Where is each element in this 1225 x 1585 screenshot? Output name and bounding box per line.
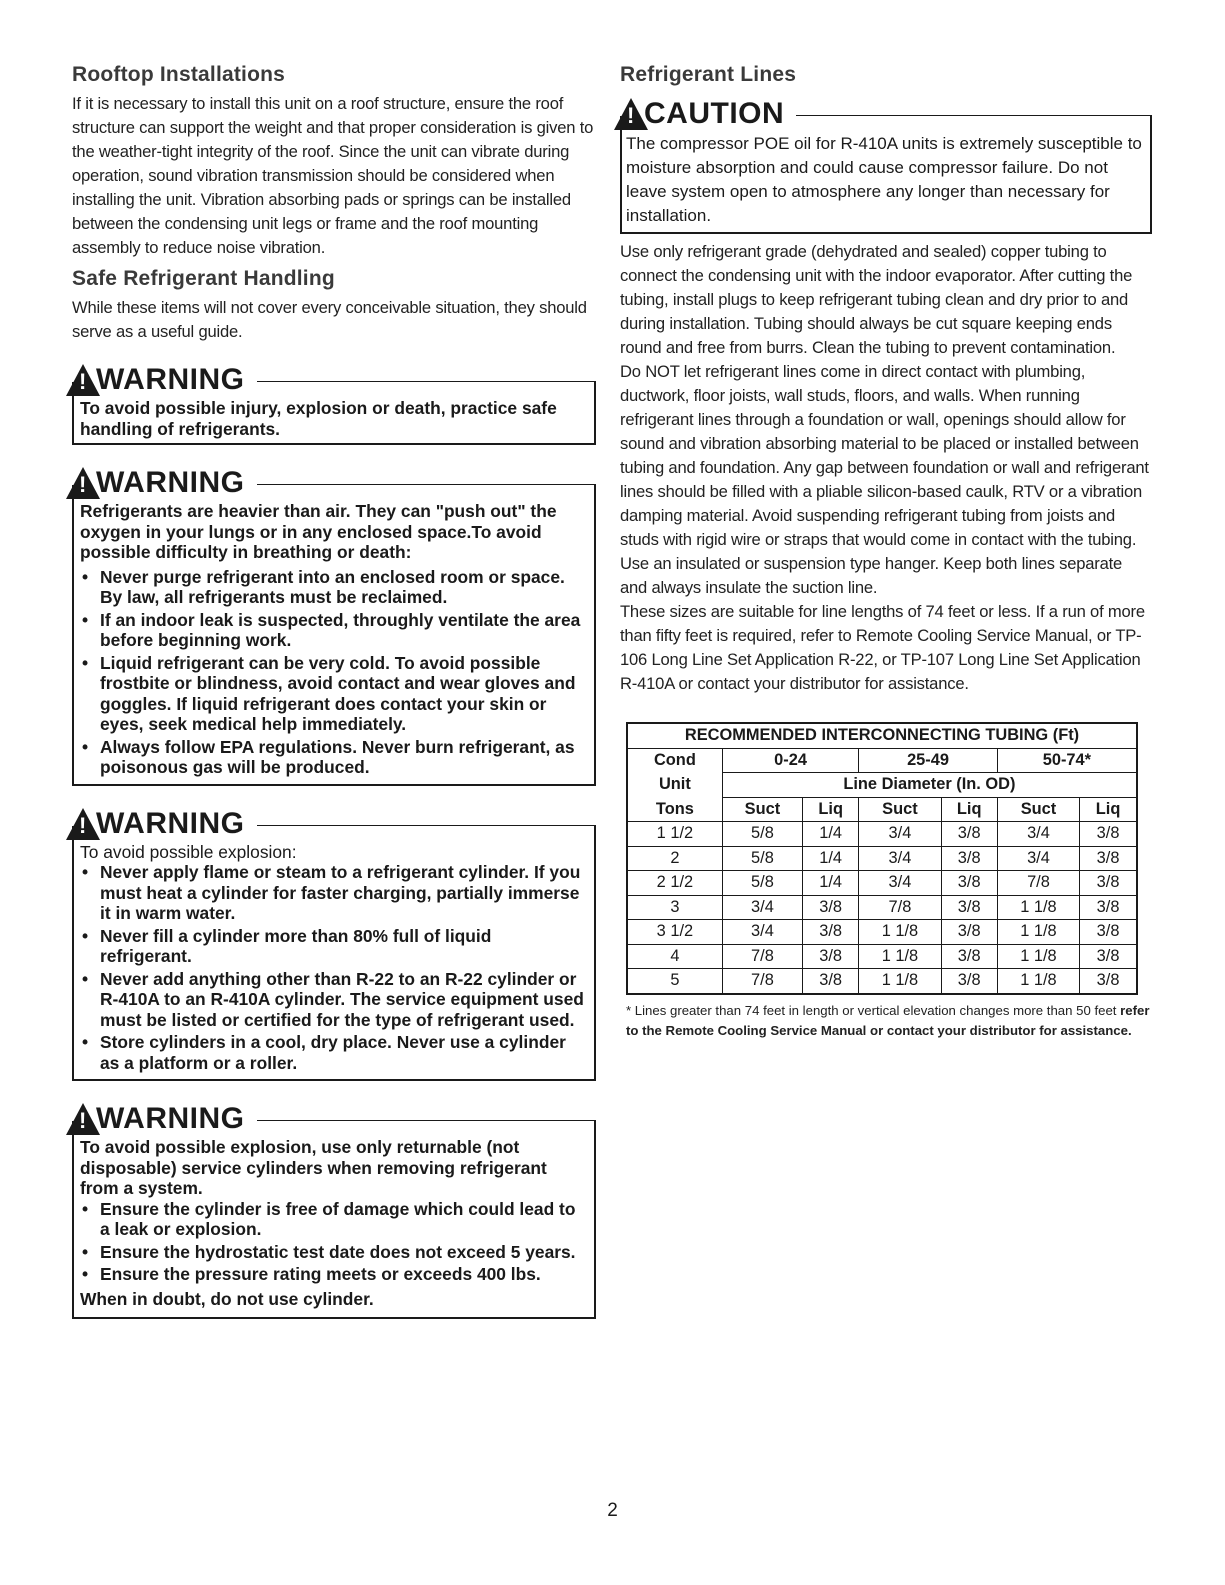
diameter-cell: 5/8	[722, 822, 802, 847]
range-header: 25-49	[859, 748, 998, 773]
warning-injury	[72, 358, 596, 445]
warning-text: To avoid possible injury, explosion or death, practice safe handling of refrigerants.	[80, 398, 557, 439]
sub-header: Liq	[941, 797, 997, 822]
table-row	[627, 871, 1137, 896]
diameter-cell: 3/8	[1080, 969, 1137, 994]
tons-cell: 3	[627, 895, 722, 920]
warning-triangle-icon: !	[66, 808, 100, 840]
warning-intro: To avoid possible explosion, use only returnable (not disposable) service cylinders when removing refrigerant from a system.	[80, 1137, 547, 1198]
diameter-cell: 3/8	[1080, 944, 1137, 969]
list-item: • If an indoor leak is suspected, throughly ventilate the area before beginning work.	[80, 610, 588, 651]
list-item: • Never purge refrigerant into an enclosed room or space. By law, all refrigerants must be reclaimed.	[80, 567, 588, 608]
list-item: • Liquid refrigerant can be very cold. To avoid possible frostbite or blindness, avoid contact and wear gloves and goggles. If liquid refrigerant does contact your skin or eyes, seek medical help immediately.	[80, 653, 588, 735]
diameter-cell: 1 1/8	[859, 969, 941, 994]
sub-header: Suct	[722, 797, 802, 822]
warning-explosion	[72, 802, 596, 1082]
tons-cell: 5	[627, 969, 722, 994]
diameter-cell: 3/8	[941, 846, 997, 871]
diameter-cell: 1/4	[803, 871, 859, 896]
warning-returnable-cylinders	[72, 1097, 596, 1319]
table-body	[627, 822, 1137, 994]
diameter-cell: 3/8	[941, 944, 997, 969]
tons-cell: 2 1/2	[627, 871, 722, 896]
diameter-cell: 3/8	[803, 920, 859, 945]
table-row	[627, 969, 1137, 994]
diameter-cell: 5/8	[722, 846, 802, 871]
diameter-cell: 3/4	[859, 871, 941, 896]
unit-header: Unit	[627, 773, 722, 798]
diameter-cell: 5/8	[722, 871, 802, 896]
table-row	[627, 944, 1137, 969]
warning-list	[80, 1199, 588, 1285]
warning-list	[80, 567, 588, 778]
diameter-cell: 1 1/8	[997, 944, 1079, 969]
list-item: • Never add anything other than R-22 to an R-22 cylinder or R-410A to an R-410A cylinder. The service equipment used must be listed or certified for the type of refrigerant used.	[80, 969, 588, 1031]
list-item: • Ensure the hydrostatic test date does not exceed 5 years.	[80, 1242, 588, 1263]
diameter-cell: 7/8	[722, 969, 802, 994]
sub-header: Suct	[859, 797, 941, 822]
diameter-cell: 3/8	[941, 969, 997, 994]
diameter-cell: 7/8	[997, 871, 1079, 896]
refrigerant-lines-heading: Refrigerant Lines	[620, 63, 797, 86]
diameter-cell: 3/8	[803, 969, 859, 994]
diameter-cell: 3/4	[859, 846, 941, 871]
tons-cell: 2	[627, 846, 722, 871]
line-length-paragraph: These sizes are suitable for line lengths of 74 feet or less. If a run of more than fifty feet is required, refer to Remote Cooling Service Manual, or TP-106 Long Line Set Application R-22, or TP-107 Long Line Set Application R-410A or contact your distributor for assistance.	[620, 602, 1145, 693]
rooftop-heading: Rooftop Installations	[72, 63, 286, 86]
table-row	[627, 895, 1137, 920]
list-item: • Store cylinders in a cool, dry place. Never use a cylinder as a platform or a roller.	[80, 1032, 588, 1073]
diameter-cell: 3/8	[941, 871, 997, 896]
tons-header: Tons	[627, 797, 722, 822]
diameter-cell: 3/8	[803, 895, 859, 920]
safe-handling-heading: Safe Refrigerant Handling	[72, 267, 335, 290]
diameter-cell: 1/4	[803, 822, 859, 847]
diameter-cell: 3/4	[859, 822, 941, 847]
diameter-cell: 1 1/8	[997, 895, 1079, 920]
diameter-cell: 1/4	[803, 846, 859, 871]
diameter-cell: 1 1/8	[859, 920, 941, 945]
diameter-cell: 3/8	[1080, 871, 1137, 896]
table-row	[627, 822, 1137, 847]
range-header: 0-24	[722, 748, 858, 773]
warning-label: WARNING	[96, 466, 245, 499]
diameter-cell: 3/8	[941, 822, 997, 847]
sub-header: Liq	[803, 797, 859, 822]
warning-outro: When in doubt, do not use cylinder.	[80, 1288, 374, 1309]
safe-handling-text: While these items will not cover every conceivable situation, they should serve as a useful guide.	[72, 298, 587, 341]
list-item: • Never apply flame or steam to a refrigerant cylinder. If you must heat a cylinder for faster charging, partially immerse it in warm water.	[80, 862, 588, 924]
diameter-cell: 3/8	[941, 920, 997, 945]
diameter-cell: 3/4	[722, 920, 802, 945]
diameter-cell: 3/8	[1080, 846, 1137, 871]
list-item: • Ensure the cylinder is free of damage which could lead to a leak or explosion.	[80, 1199, 588, 1240]
diameter-cell: 1 1/8	[997, 969, 1079, 994]
warning-triangle-icon: !	[66, 467, 100, 499]
tons-cell: 4	[627, 944, 722, 969]
warning-intro: Refrigerants are heavier than air. They can "push out" the oxygen in your lungs or in any enclosed space.To avoid possible difficulty in breathing or death:	[80, 501, 557, 562]
diameter-cell: 3/8	[941, 895, 997, 920]
range-header: 50-74*	[997, 748, 1137, 773]
caution-label: CAUTION	[644, 97, 785, 130]
warning-intro: To avoid possible explosion:	[80, 841, 297, 862]
diameter-cell: 3/4	[997, 822, 1079, 847]
sub-header: Suct	[997, 797, 1079, 822]
tons-cell: 1 1/2	[627, 822, 722, 847]
diameter-cell: 7/8	[859, 895, 941, 920]
diameter-cell: 3/4	[997, 846, 1079, 871]
warning-triangle-icon: !	[66, 1103, 100, 1135]
table-footnote	[626, 1001, 1152, 1041]
sub-header: Liq	[1080, 797, 1137, 822]
left-column	[72, 62, 596, 1319]
caution-poe-oil	[620, 92, 1152, 234]
warning-label: WARNING	[96, 363, 245, 396]
table-row	[627, 846, 1137, 871]
diameter-cell: 3/8	[1080, 822, 1137, 847]
right-column	[620, 62, 1152, 1041]
rooftop-text: If it is necessary to install this unit on a roof structure, ensure the roof structure can support the weight and that proper consideration is given to the weather-tight integrity of the roof. Since the unit can vibrate during operation, sound vibration transmission should be considered when installing the unit. Vibration absorbing pads or springs can be installed between the condensing unit legs or frame and the roof mounting assembly to reduce noise vibration.	[72, 94, 594, 257]
warning-refrigerants-heavier	[72, 461, 596, 786]
list-item: • Ensure the pressure rating meets or exceeds 400 lbs.	[80, 1264, 588, 1285]
diameter-cell: 1 1/8	[997, 920, 1079, 945]
caution-text: The compressor POE oil for R-410A units is extremely susceptible to moisture absorption and could cause compressor failure. Do not leave system open to atmosphere any longer than necessary for installation.	[626, 134, 1142, 225]
diameter-cell: 3/8	[803, 944, 859, 969]
list-item: • Never fill a cylinder more than 80% full of liquid refrigerant.	[80, 926, 588, 967]
routing-paragraph: Do NOT let refrigerant lines come in direct contact with plumbing, ductwork, floor joists, wall studs, floors, and walls. When running refrigerant lines through a foundation or wall, openings should allow for sound and vibration absorbing material to be placed or installed between tubing and foundation. Any gap between foundation or wall and refrigerant lines should be filled with a pliable silicon-based caulk, RTV or a vibration damping material. Avoid suspending refrigerant tubing from joists and studs with rigid wire or straps that would come in contact with the tubing. Use an insulated or suspension type hanger. Keep both lines separate and always insulate the suction line.	[620, 362, 1149, 597]
diameter-header: Line Diameter (In. OD)	[722, 773, 1137, 798]
page-number: 2	[607, 1500, 618, 1521]
warning-label: WARNING	[96, 1102, 245, 1135]
cond-header: Cond	[627, 748, 722, 773]
list-item: • Always follow EPA regulations. Never burn refrigerant, as poisonous gas will be produced.	[80, 737, 588, 778]
warning-list	[80, 862, 588, 1073]
diameter-cell: 7/8	[722, 944, 802, 969]
warning-triangle-icon: !	[66, 364, 100, 396]
table-row	[627, 920, 1137, 945]
warning-label: WARNING	[96, 806, 245, 840]
diameter-cell: 3/8	[1080, 895, 1137, 920]
diameter-cell: 3/4	[722, 895, 802, 920]
table-title: RECOMMENDED INTERCONNECTING TUBING (Ft)	[627, 723, 1137, 748]
tubing-table	[626, 722, 1138, 995]
footnote-plain: * Lines greater than 74 feet in length or vertical elevation changes more than 50 feet	[626, 1002, 1117, 1018]
diameter-cell: 3/8	[1080, 920, 1137, 945]
diameter-cell: 1 1/8	[859, 944, 941, 969]
footnote-bold: refer to the Remote Cooling Service Manual or contact your distributor for assistance.	[626, 1002, 1150, 1038]
tons-cell: 3 1/2	[627, 920, 722, 945]
warning-triangle-icon: !	[614, 98, 648, 130]
tubing-paragraph: Use only refrigerant grade (dehydrated and sealed) copper tubing to connect the condensing unit with the indoor evaporator. After cutting the tubing, install plugs to keep refrigerant tubing clean and dry prior to and during installation. Tubing should always be cut square keeping ends round and free from burrs. Clean the tubing to prevent contamination.	[620, 242, 1133, 357]
